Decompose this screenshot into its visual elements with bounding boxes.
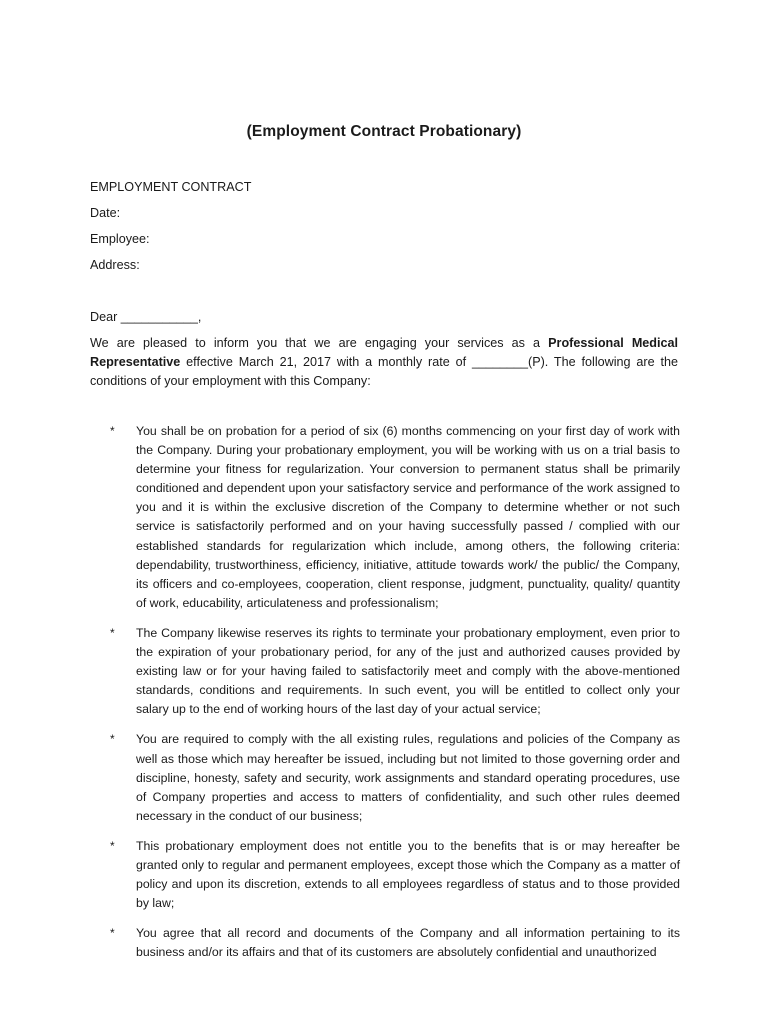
condition-text: This probationary employment does not entitle you to the benefits that is or may hereafter be granted only to regular and permanent employees, except those which the Company as a matter of policy and upon its discretion, extends to all employees regardless of status and to those provided by law;: [136, 838, 680, 911]
position-title: Professional Medical Representative: [90, 336, 679, 369]
bullet-marker: *: [110, 732, 115, 747]
condition-item: [110, 422, 680, 613]
condition-text: You agree that all record and documents of the Company and all information pertaining to its business and/or its affairs and that of its customers are absolutely confidential and unauthorized: [136, 926, 680, 960]
intro-text-end: effective March 21, 2017 with a monthly rate of ________(P). The following are the conditions of your employment with this Company:: [90, 355, 678, 388]
contract-label: EMPLOYMENT CONTRACT: [90, 180, 252, 194]
condition-item: [110, 924, 680, 962]
bullet-marker: *: [110, 424, 115, 438]
condition-text: You shall be on probation for a period of six (6) months commencing on your first day of work with the Company. During your probationary employment, you will be working with us on a trial basis to determine your fitness for regularization. Your conversion to permanent status shall be primarily conditioned and dependent upon your satisfactory service and performance of the work assigned to you and it is within the exclusive discretion of the Company to determine whether or not such service is satisfactorily performed and on your having successfully passed / complied with our established standards for regularization which include, among others, the following criteria: dependability, trustworthiness, efficiency, initiative, attitude towards work/ the public/ the Company, its officers and co-employees, cooperation, client response, judgment, punctuality, quality/ quantity of work, educability, articulateness and professionalism;: [136, 424, 680, 610]
condition-item: [110, 730, 680, 825]
address-label: Address:: [90, 258, 140, 272]
salutation: Dear ___________,: [90, 310, 202, 324]
date-label: Date:: [90, 206, 121, 220]
intro-text-start: We are pleased to inform you that we are engaging your services as a: [90, 336, 549, 350]
intro-paragraph: [90, 334, 678, 391]
condition-item: [110, 624, 680, 719]
conditions-list: [110, 422, 680, 973]
bullet-marker: *: [110, 625, 115, 640]
document-title: (Employment Contract Probationary): [246, 123, 522, 140]
employee-label: Employee:: [90, 232, 150, 246]
condition-text: The Company likewise reserves its rights to terminate your probationary employment, even prior to the expiration of your probationary period, for any of the just and authorized causes provided by existing law or for your having failed to satisfactorily meet and comply with the above-mentioned standards, conditions and requirements. In such event, you will be entitled to collect only your salary up to the end of working hours of the last day of your actual service;: [136, 625, 680, 717]
condition-item: [110, 837, 680, 913]
condition-text: You are required to comply with the all existing rules, regulations and policies of the Company as well as those which may hereafter be issued, including but not limited to those governing order and discipline, honesty, safety and security, work assignments and standard operating procedures, use of Company properties and access to matters of confidentiality, and such other rules deemed necessary in the conduct of our business;: [136, 732, 680, 823]
bullet-marker: *: [110, 838, 115, 853]
bullet-marker: *: [110, 926, 115, 941]
